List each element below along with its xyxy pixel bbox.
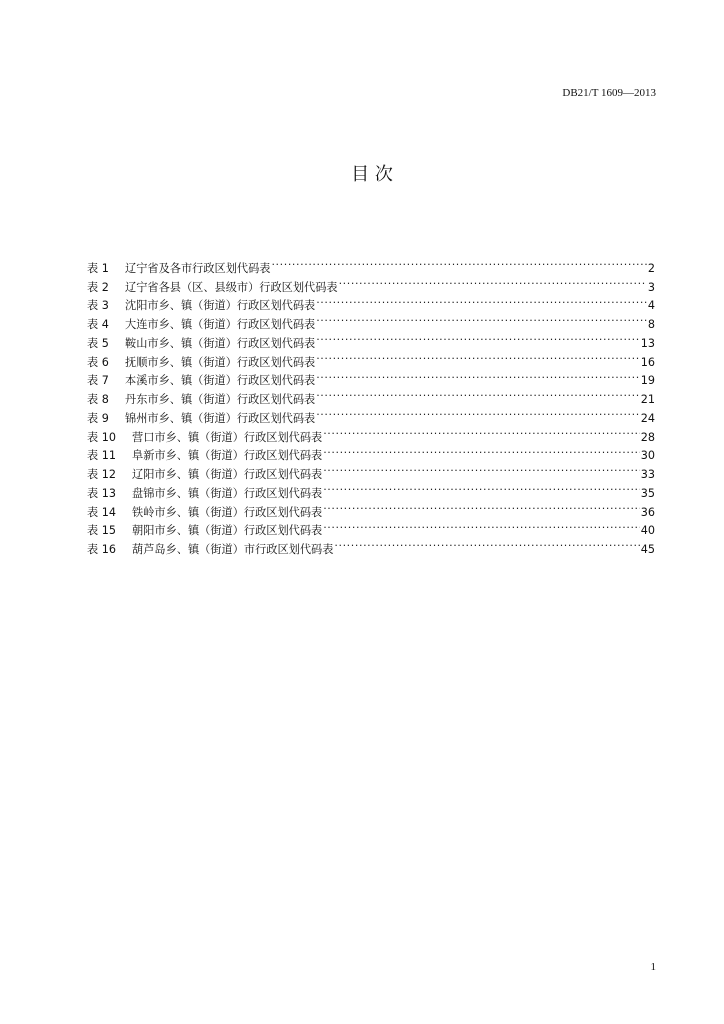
- toc-entry-number: 表 1: [87, 261, 109, 275]
- toc-leader-dots: [323, 497, 640, 516]
- toc-entry-title: 沈阳市乡、镇（街道）行政区划代码表: [125, 299, 316, 313]
- toc-leader-dots: [334, 534, 639, 553]
- toc-entry-number: 表 9: [87, 411, 109, 425]
- toc-leader-dots: [323, 478, 640, 497]
- toc-entry-page: 30: [640, 449, 655, 463]
- toc-entry-number: 表 13: [87, 486, 116, 500]
- toc-entry-title: 锦州市乡、镇（街道）行政区划代码表: [125, 411, 316, 425]
- toc-entry[interactable]: [87, 253, 655, 275]
- toc-leader-dots: [316, 309, 647, 328]
- toc-entry-page: 35: [640, 486, 655, 500]
- toc-entry-title: 营口市乡、镇（街道）行政区划代码表: [132, 430, 323, 444]
- toc-entry-number: 表 15: [87, 524, 116, 538]
- toc-entry-number: 表 11: [87, 449, 116, 463]
- toc-entry-page: 33: [640, 468, 655, 481]
- toc-entry-page: 3: [647, 280, 655, 294]
- toc-entry-number: 表 16: [87, 543, 116, 556]
- toc-entry-page: 21: [640, 393, 655, 406]
- toc-entry-number: 表 12: [87, 468, 116, 481]
- toc-entry-number: 表 8: [87, 393, 109, 406]
- toc-entry-title: 大连市乡、镇（街道）行政区划代码表: [125, 318, 316, 331]
- toc-entry-title: 辽宁省各县（区、县级市）行政区划代码表: [125, 280, 338, 294]
- toc-leader-dots: [316, 366, 640, 385]
- toc-entry-title: 抚顺市乡、镇（街道）行政区划代码表: [125, 355, 316, 369]
- toc-entry-page: 4: [647, 299, 655, 313]
- toc-leader-dots: [316, 403, 640, 422]
- toc-leader-dots: [316, 384, 640, 403]
- toc-leader-dots: [316, 347, 640, 366]
- toc-entry-title: 辽阳市乡、镇（街道）行政区划代码表: [132, 468, 323, 481]
- toc-entry-number: 表 7: [87, 374, 109, 388]
- toc-entry-title: 丹东市乡、镇（街道）行政区划代码表: [125, 393, 316, 406]
- toc-entry-title: 铁岭市乡、镇（街道）行政区划代码表: [132, 505, 323, 519]
- toc-entry-title: 阜新市乡、镇（街道）行政区划代码表: [132, 449, 323, 463]
- toc-entry-page: 28: [640, 430, 655, 444]
- toc-entry-page: 8: [647, 318, 655, 331]
- toc-leader-dots: [323, 422, 640, 441]
- toc-entry-title: 朝阳市乡、镇（街道）行政区划代码表: [132, 524, 323, 538]
- toc-entry-page: 45: [640, 543, 655, 556]
- toc-entry-page: 16: [640, 355, 655, 369]
- toc-entry-title: 本溪市乡、镇（街道）行政区划代码表: [125, 374, 316, 388]
- toc-entry-title: 盘锦市乡、镇（街道）行政区划代码表: [132, 486, 323, 500]
- standard-code: DB21/T 1609—2013: [562, 87, 656, 99]
- toc-entry-page: 36: [640, 505, 655, 519]
- toc-leader-dots: [323, 441, 640, 460]
- toc-entry-number: 表 6: [87, 355, 109, 369]
- toc-entry-page: 40: [640, 524, 655, 538]
- toc-leader-dots: [323, 516, 640, 535]
- toc-entry-number: 表 4: [87, 318, 109, 331]
- toc-entry-number: 表 10: [87, 430, 116, 444]
- toc-entry-page: 19: [640, 374, 655, 388]
- toc-entry-title: 葫芦岛乡、镇（街道）市行政区划代码表: [132, 543, 334, 556]
- toc-leader-dots: [316, 291, 647, 310]
- toc-entry-title: 辽宁省及各市行政区划代码表: [125, 261, 271, 275]
- page-number: 1: [650, 961, 656, 973]
- toc-entry-number: 表 14: [87, 505, 116, 519]
- toc-entry-page: 13: [640, 336, 655, 350]
- table-of-contents: [87, 253, 655, 556]
- toc-leader-dots: [271, 253, 646, 272]
- toc-entry-title: 鞍山市乡、镇（街道）行政区划代码表: [125, 336, 316, 350]
- toc-entry-page: 2: [647, 261, 655, 275]
- toc-leader-dots: [339, 272, 647, 291]
- page-title: 目 次: [351, 164, 393, 185]
- toc-entry-number: 表 2: [87, 280, 109, 294]
- toc-entry-number: 表 5: [87, 336, 109, 350]
- toc-leader-dots: [323, 459, 640, 478]
- toc-entry-page: 24: [640, 411, 655, 425]
- toc-leader-dots: [316, 328, 640, 347]
- toc-entry-number: 表 3: [87, 299, 109, 313]
